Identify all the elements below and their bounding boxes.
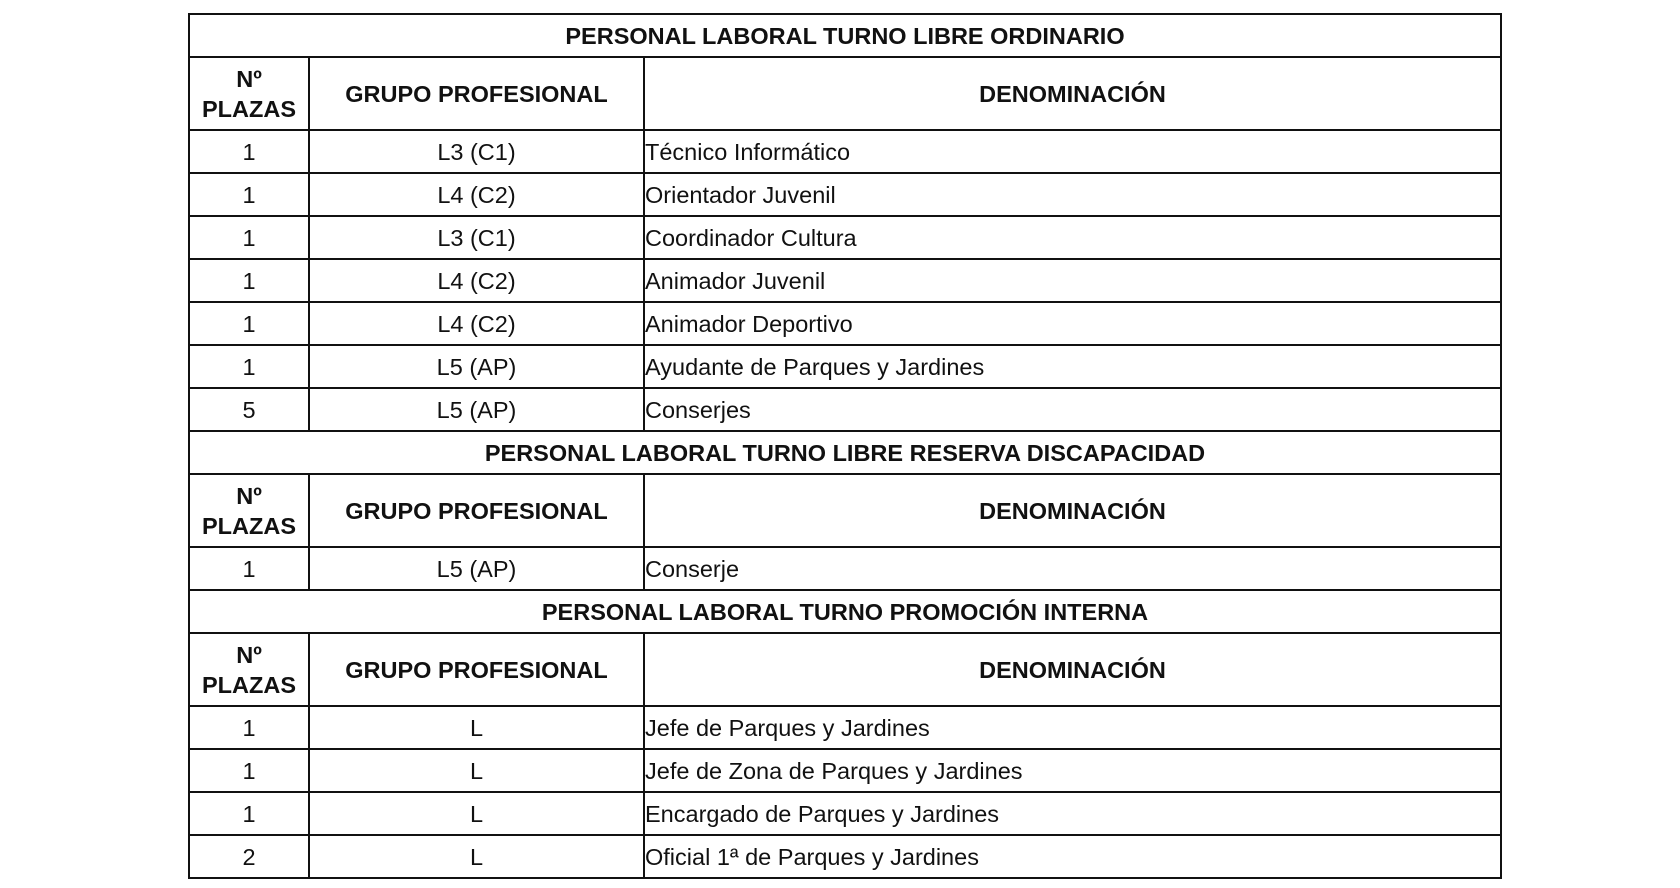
cell-num-plazas: 1 — [189, 547, 309, 590]
cell-num-plazas: 1 — [189, 792, 309, 835]
cell-denominacion: Conserjes — [644, 388, 1501, 431]
plazas-table — [188, 13, 1502, 879]
cell-denominacion: Coordinador Cultura — [644, 216, 1501, 259]
table-row — [189, 706, 1501, 749]
cell-denominacion: Jefe de Parques y Jardines — [644, 706, 1501, 749]
cell-denominacion: Orientador Juvenil — [644, 173, 1501, 216]
cell-grupo: L3 (C1) — [309, 130, 644, 173]
table-row — [189, 749, 1501, 792]
cell-denominacion: Animador Juvenil — [644, 259, 1501, 302]
cell-grupo: L5 (AP) — [309, 547, 644, 590]
section-title: PERSONAL LABORAL TURNO LIBRE ORDINARIO — [189, 14, 1501, 57]
table-row — [189, 345, 1501, 388]
cell-grupo: L5 (AP) — [309, 388, 644, 431]
cell-num-plazas: 2 — [189, 835, 309, 878]
cell-grupo: L4 (C2) — [309, 302, 644, 345]
cell-grupo: L5 (AP) — [309, 345, 644, 388]
header-row — [189, 633, 1501, 706]
table-row — [189, 835, 1501, 878]
header-denominacion: DENOMINACIÓN — [644, 474, 1501, 547]
header-num-plazas — [189, 633, 309, 706]
header-num-line1: Nº — [236, 65, 262, 92]
header-denominacion: DENOMINACIÓN — [644, 633, 1501, 706]
header-num-line2: PLAZAS — [202, 95, 296, 122]
section-title-row — [189, 431, 1501, 474]
cell-grupo: L — [309, 835, 644, 878]
cell-denominacion: Jefe de Zona de Parques y Jardines — [644, 749, 1501, 792]
table-row — [189, 388, 1501, 431]
header-num-plazas — [189, 474, 309, 547]
cell-num-plazas: 5 — [189, 388, 309, 431]
cell-num-plazas: 1 — [189, 216, 309, 259]
table-row — [189, 216, 1501, 259]
header-num-line1: Nº — [236, 641, 262, 668]
header-num-line2: PLAZAS — [202, 671, 296, 698]
cell-denominacion: Ayudante de Parques y Jardines — [644, 345, 1501, 388]
cell-num-plazas: 1 — [189, 130, 309, 173]
cell-num-plazas: 1 — [189, 749, 309, 792]
cell-grupo: L — [309, 792, 644, 835]
table-row — [189, 547, 1501, 590]
table-row — [189, 173, 1501, 216]
cell-num-plazas: 1 — [189, 345, 309, 388]
header-row — [189, 474, 1501, 547]
section-title: PERSONAL LABORAL TURNO LIBRE RESERVA DISCAPACIDAD — [189, 431, 1501, 474]
cell-num-plazas: 1 — [189, 302, 309, 345]
cell-denominacion: Animador Deportivo — [644, 302, 1501, 345]
header-grupo-profesional: GRUPO PROFESIONAL — [309, 633, 644, 706]
cell-num-plazas: 1 — [189, 173, 309, 216]
header-denominacion: DENOMINACIÓN — [644, 57, 1501, 130]
section-title-row — [189, 14, 1501, 57]
cell-grupo: L3 (C1) — [309, 216, 644, 259]
cell-denominacion: Encargado de Parques y Jardines — [644, 792, 1501, 835]
header-grupo-profesional: GRUPO PROFESIONAL — [309, 57, 644, 130]
cell-num-plazas: 1 — [189, 259, 309, 302]
table-row — [189, 302, 1501, 345]
cell-grupo: L — [309, 706, 644, 749]
header-row — [189, 57, 1501, 130]
cell-denominacion: Técnico Informático — [644, 130, 1501, 173]
table-row — [189, 792, 1501, 835]
header-num-line1: Nº — [236, 482, 262, 509]
cell-denominacion: Oficial 1ª de Parques y Jardines — [644, 835, 1501, 878]
header-num-plazas — [189, 57, 309, 130]
section-title: PERSONAL LABORAL TURNO PROMOCIÓN INTERNA — [189, 590, 1501, 633]
cell-num-plazas: 1 — [189, 706, 309, 749]
cell-grupo: L — [309, 749, 644, 792]
header-num-line2: PLAZAS — [202, 512, 296, 539]
cell-denominacion: Conserje — [644, 547, 1501, 590]
plazas-table-body — [189, 14, 1501, 878]
cell-grupo: L4 (C2) — [309, 173, 644, 216]
cell-grupo: L4 (C2) — [309, 259, 644, 302]
header-grupo-profesional: GRUPO PROFESIONAL — [309, 474, 644, 547]
table-row — [189, 130, 1501, 173]
table-row — [189, 259, 1501, 302]
section-title-row — [189, 590, 1501, 633]
